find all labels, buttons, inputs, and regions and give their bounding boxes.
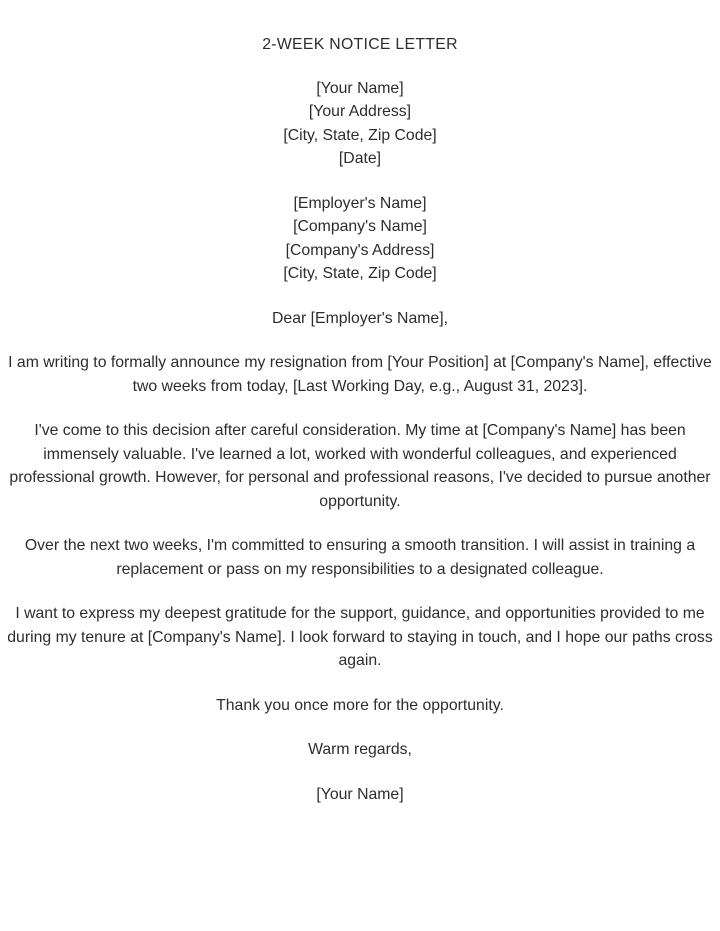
paragraph-gratitude: I want to express my deepest gratitude for the support, guidance, and opportunities provided to me during my tenure at [Company's Name]. I look forward to staying in touch, and I hope our paths cross again. <box>7 605 713 669</box>
sender-name: [Your Name] <box>316 79 404 97</box>
salutation: Dear [Employer's Name], <box>272 309 448 327</box>
letter-date: [Date] <box>338 150 382 167</box>
recipient-name: [Employer's Name] <box>293 194 427 212</box>
sender-block <box>5 77 715 171</box>
recipient-company-address: [Company's Address] <box>285 241 435 259</box>
paragraph-transition-plan: Over the next two weeks, I'm committed to ensuring a smooth transition. I will assist in training a replacement or pass on my responsibilities to a designated colleague. <box>24 537 696 578</box>
paragraph-resignation-announcement: I am writing to formally announce my resignation from [Your Position] at [Company's Name], effective two weeks from today, [Last Working Day, e.g., August 31, 2023]. <box>8 354 712 395</box>
letter-title: 2-WEEK NOTICE LETTER <box>262 36 458 53</box>
sender-city-state-zip: [City, State, Zip Code] <box>283 126 437 144</box>
closing-line: Warm regards, <box>308 741 412 758</box>
recipient-company: [Company's Name] <box>293 218 427 235</box>
signature-name: [Your Name] <box>316 785 404 803</box>
thank-you-line: Thank you once more for the opportunity. <box>216 696 504 714</box>
recipient-city-state-zip: [City, State, Zip Code] <box>283 265 437 282</box>
paragraph-decision-reasoning: I've come to this decision after careful consideration. My time at [Company's Name] has been immensely valuable. I've learned a lot, worked with wonderful colleagues, and experienced professional growth. However, for personal and professional reasons, I've decided to pursue another opportunity. <box>9 422 711 510</box>
recipient-block <box>5 192 715 286</box>
sender-address: [Your Address] <box>308 103 412 120</box>
